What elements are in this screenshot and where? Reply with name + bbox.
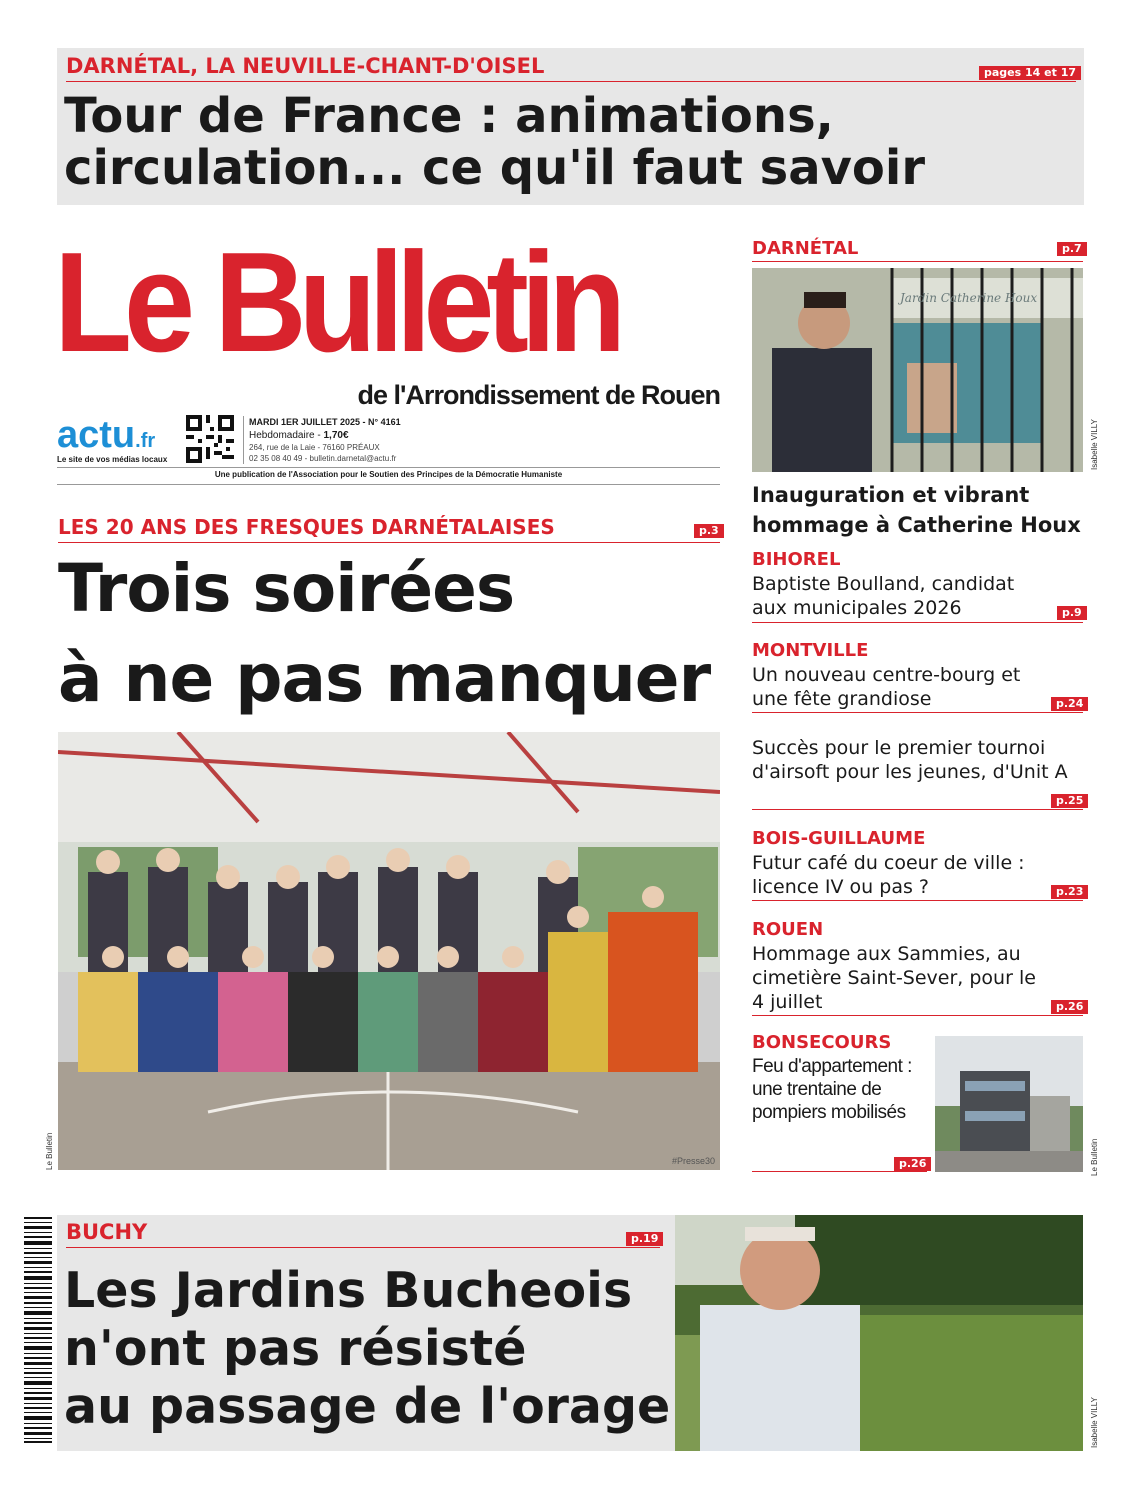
masthead-title: Le Bulletin <box>54 223 619 382</box>
sidebar-item-rouen-page-ref[interactable]: p.26 <box>1051 1000 1088 1014</box>
bottom-headline-3[interactable]: au passage de l'orage <box>64 1378 671 1435</box>
sidebar-item-rouen-kicker: ROUEN <box>752 919 824 940</box>
masthead-publisher: Une publication de l'Association pour le Soutien des Principes de la Démocratie Humaniste <box>214 470 563 479</box>
sidebar-item-bihorel-kicker: BIHOREL <box>752 549 841 570</box>
bottom-photo[interactable] <box>675 1215 1083 1451</box>
bottom-headline-2[interactable]: n'ont pas résisté <box>64 1320 527 1377</box>
top-banner-headline-1[interactable]: Tour de France : animations, <box>64 88 834 144</box>
main-page-ref[interactable]: p.3 <box>694 524 724 538</box>
sidebar-bonsecours-rule <box>752 1171 927 1172</box>
masthead-info-divider <box>243 416 244 464</box>
sidebar-item-montville-rule <box>752 712 1083 713</box>
top-banner-headline-2[interactable]: circulation... ce qu'il faut savoir <box>64 140 926 196</box>
sidebar-item-boisguillaume-rule <box>752 900 1083 901</box>
sidebar-item-rouen-text[interactable]: Hommage aux Sammies, au cimetière Saint-Sever, pour le 4 juillet <box>752 943 1036 1013</box>
sidebar-bonsecours-kicker: BONSECOURS <box>752 1032 892 1053</box>
apartment-building-photo <box>935 1036 1083 1172</box>
bottom-headline-1[interactable]: Les Jardins Bucheois <box>64 1262 633 1319</box>
sidebar-darnetal-page-ref[interactable]: p.7 <box>1057 242 1087 256</box>
sidebar-darnetal-rule <box>752 261 1083 262</box>
bottom-kicker-rule <box>66 1247 660 1248</box>
sidebar-bonsecours-text[interactable]: Feu d'appartement : une trentaine de pompiers mobilisés <box>752 1056 912 1123</box>
masthead-frequency-line <box>249 430 349 441</box>
top-banner-kicker: DARNÉTAL, LA NEUVILLE-CHANT-D'OISEL <box>66 54 545 78</box>
main-kicker-rule <box>58 542 720 543</box>
sidebar-item-airsoft-text[interactable]: Succès pour le premier tournoi d'airsoft pour les jeunes, d'Unit A <box>752 737 1068 783</box>
main-headline-2[interactable]: à ne pas manquer <box>58 640 711 717</box>
sidebar-item-boisguillaume-kicker: BOIS-GUILLAUME <box>752 828 926 849</box>
sidebar-bonsecours-credit: Le Bulletin <box>1090 1138 1099 1176</box>
sidebar-item-airsoft-rule <box>752 809 1083 810</box>
masthead-rule <box>57 467 720 468</box>
top-banner-page-ref[interactable]: pages 14 et 17 <box>979 66 1081 80</box>
sidebar-darnetal-kicker: DARNÉTAL <box>752 238 859 259</box>
actu-logo-word: actu <box>57 414 136 456</box>
main-headline-1[interactable]: Trois soirées <box>58 550 515 627</box>
sidebar-item-airsoft-page-ref[interactable]: p.25 <box>1051 794 1088 808</box>
group-costume-photo <box>58 732 720 1170</box>
masthead-subtitle: de l'Arrondissement de Rouen <box>357 380 720 410</box>
bottom-kicker: BUCHY <box>66 1220 148 1244</box>
masthead-address: 264, rue de la Laie - 76160 PRÉAUX <box>249 443 380 452</box>
sidebar-bonsecours-page-ref[interactable]: p.26 <box>894 1157 931 1171</box>
main-photo-watermark: #Presse30 <box>672 1156 716 1166</box>
actu-logo-suffix: .fr <box>135 430 156 452</box>
sidebar-item-rouen-rule <box>752 1015 1083 1016</box>
barcode-icon <box>24 1215 52 1445</box>
sidebar-item-montville-kicker: MONTVILLE <box>752 640 869 661</box>
main-photo[interactable] <box>58 732 720 1170</box>
sidebar-item-montville-page-ref[interactable]: p.24 <box>1051 697 1088 711</box>
sidebar-item-boisguillaume-text[interactable]: Futur café du coeur de ville : licence IV ou pas ? <box>752 852 1025 898</box>
sidebar-item-bihorel-text[interactable]: Baptiste Boulland, candidat aux municipales 2026 <box>752 573 1015 619</box>
bottom-page-ref[interactable]: p.19 <box>626 1232 663 1246</box>
main-kicker: LES 20 ANS DES FRESQUES DARNÉTALAISES <box>58 515 555 539</box>
garden-man-photo <box>675 1215 1083 1451</box>
bottom-photo-credit: Isabelle VILLY <box>1090 1397 1099 1448</box>
masthead-rule-bottom <box>57 484 720 485</box>
sidebar-item-bihorel-rule <box>752 622 1083 623</box>
masthead-contact: 02 35 08 40 49 - bulletin.darnetal@actu.fr <box>249 454 397 463</box>
qr-code-icon[interactable] <box>186 415 234 463</box>
top-banner-rule <box>66 81 1076 82</box>
masthead-price: 1,70€ <box>323 430 349 441</box>
sidebar-darnetal-headline[interactable]: Inauguration et vibrant hommage à Catherine Houx <box>752 483 1081 537</box>
actu-tagline: Le site de vos médias locaux <box>57 455 168 464</box>
sidebar-item-montville-text[interactable]: Un nouveau centre-bourg et une fête grandiose <box>752 664 1021 710</box>
sidebar-darnetal-sign: Jardin Catherine Houx <box>900 291 1038 305</box>
sidebar-darnetal-credit: Isabelle VILLY <box>1090 419 1099 470</box>
sidebar-item-bihorel-page-ref[interactable]: p.9 <box>1057 606 1087 620</box>
sidebar-item-boisguillaume-page-ref[interactable]: p.23 <box>1051 885 1088 899</box>
actu-logo[interactable] <box>57 414 155 457</box>
masthead-date: MARDI 1ER JUILLET 2025 - N° 4161 <box>249 417 401 427</box>
sidebar-bonsecours-photo[interactable] <box>935 1036 1083 1172</box>
main-photo-credit: Le Bulletin <box>45 1132 54 1170</box>
masthead-frequency: Hebdomadaire - <box>249 430 324 441</box>
